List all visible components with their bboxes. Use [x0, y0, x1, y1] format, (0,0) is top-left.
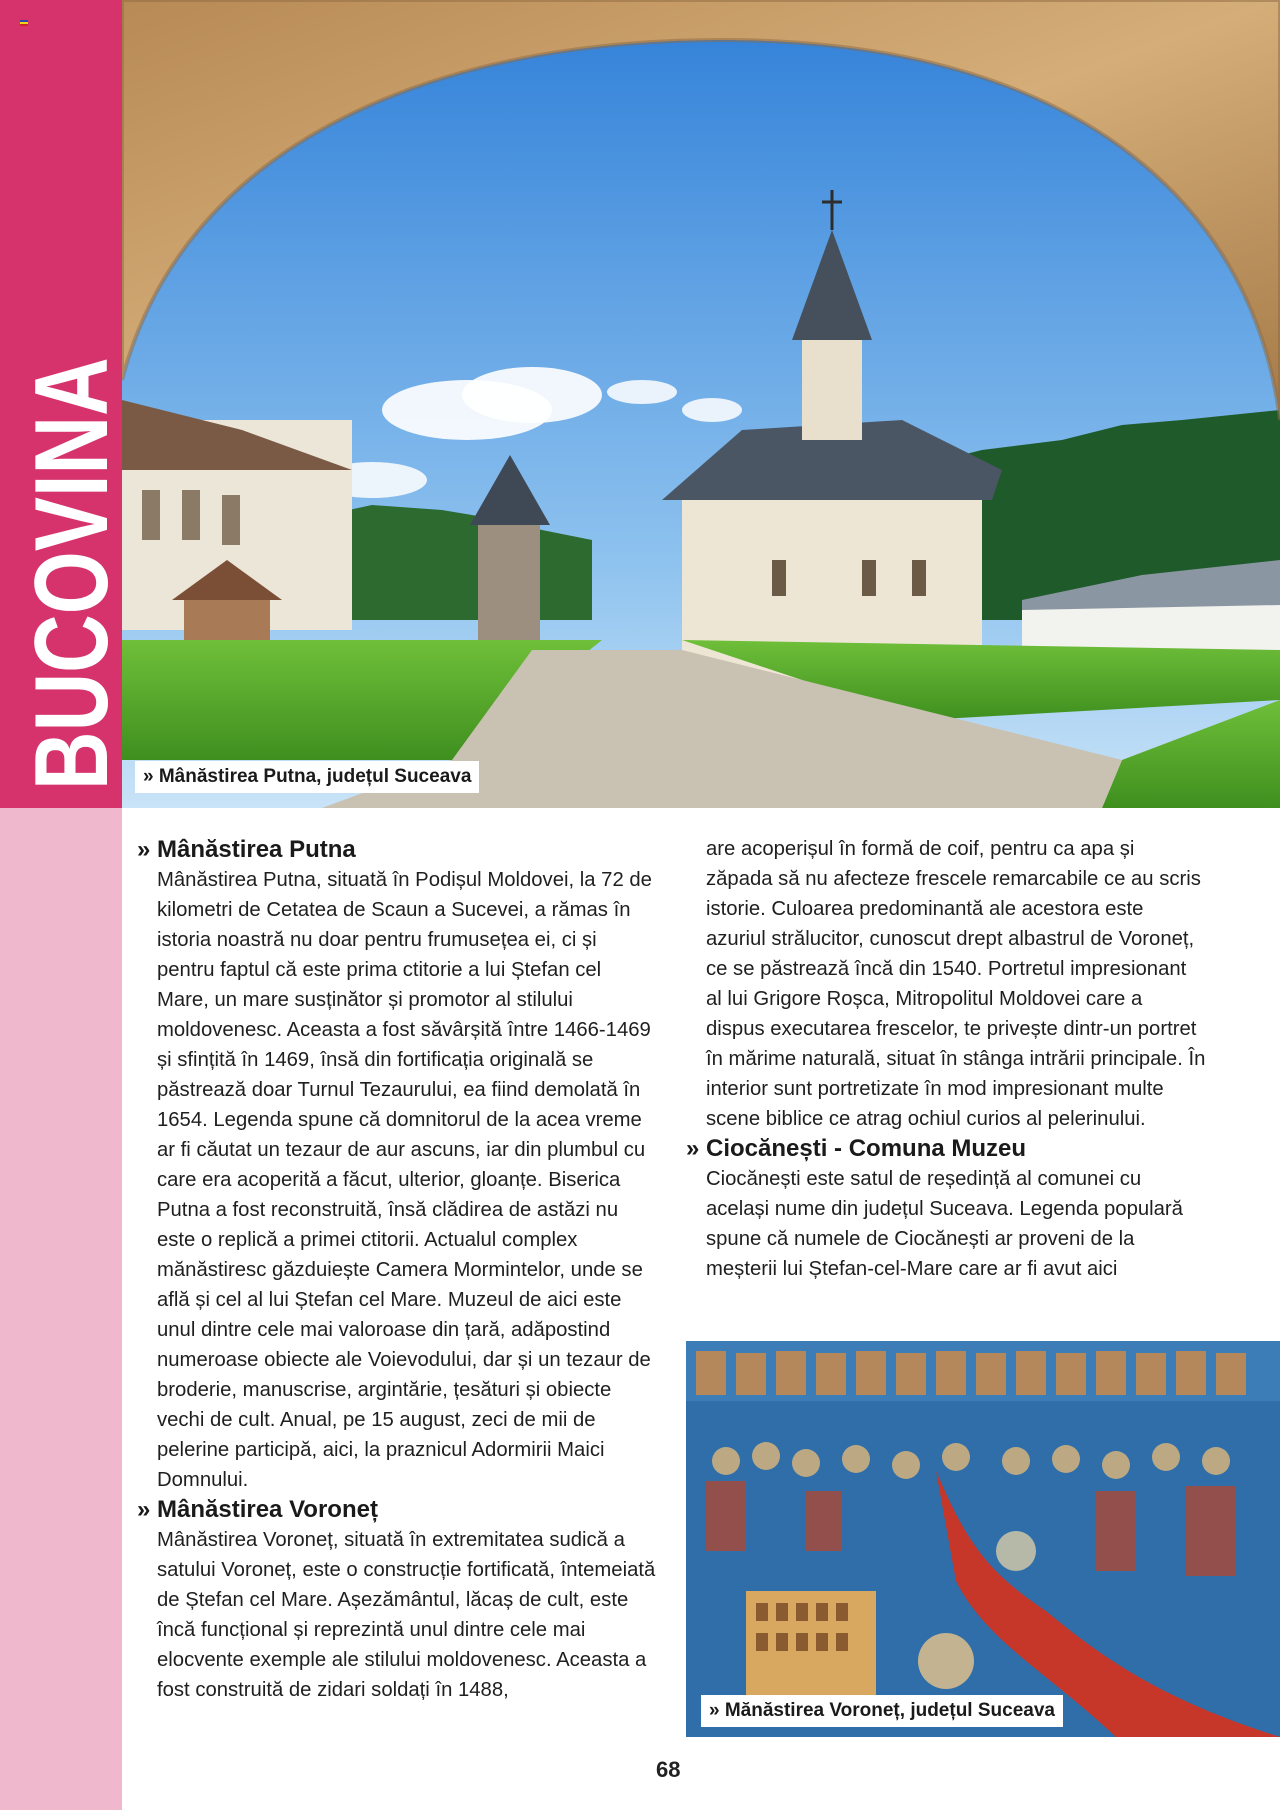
body-putna: Mânăstirea Putna, situată în Podișul Moldovei, la 72 de kilometri de Cetatea de Scaun a Sucevei, a rămas în istoria noastră nu doar pentru frumusețea ei, ci și pentru faptul că este prima ctitorie a lui Ștefan cel Mare, un mare susținător și promotor al stilului moldovenesc. Aceasta a fost săvârșită între 1466-1469 și sfințită în 1469, însă din fortificația originală se păstrează doar Turnul Tezaurului, ea fiind demolată în 1654. Legenda spune că domnitorul de la acea vreme ar fi căutat un tezaur de aur ascuns, iar din plumbul cu care era acoperită a făcut, ulterior, gloanțe. Biserica Putna a fost reconstruită, însă clădirea de astăzi nu este o replică a primei ctitorii. Actualul complex mănăstiresc găzduiește Camera Mormintelor, unde se află și cel al lui Ștefan cel Mare. Muzeul de aici este unul dintre cele mai valoroase din țară, adăpostind numeroase obiecte ale Voievodului, dar și un tezaur de broderie, manuscrise, argintărie, țesături și obiecte vechi de cult. Anual, pe 15 august, zeci de mii de pelerine participă, aici, la praznicul Adormirii Maici Domnului. [157, 869, 652, 1491]
heading-ciocanesti: » Ciocănești - Comuna Muzeu [686, 1135, 1027, 1162]
text-column-left [137, 835, 657, 1705]
heading-voronet: » Mânăstirea Voroneț [137, 1496, 378, 1523]
fresco-caption: » Mănăstirea Voroneț, județul Suceava [701, 1695, 1063, 1727]
hero-photo-putna [122, 0, 1280, 808]
heading-putna: » Mânăstirea Putna [137, 836, 356, 863]
fresco-photo-voronet [686, 1341, 1280, 1737]
flag-icon [20, 20, 28, 26]
body-voronet-continued: are acoperișul în formă de coif, pentru ca apa și zăpada să nu afecteze frescele remarcabile ce au scris istorie. Culoarea predominantă ale acestora este azuriul strălucitor, cunoscut drept albastrul de Voroneț, ce se păstrează încă din 1540. Portretul impresionant al lui Grigore Roșca, Mitropolitul Moldovei care a dispus executarea frescelor, te privește dintr-un portret în mărime naturală, situat în stânga intrării principale. În interior sunt portretizate în mod impresionant multe scene biblice ce atrag ochiul curios al pelerinului. [706, 838, 1206, 1130]
sidebar-band-bottom [0, 808, 122, 1810]
page-number: 68 [656, 1757, 681, 1782]
body-ciocanesti: Ciocănești este satul de reședință al comunei cu același nume din județul Suceava. Legenda populară spune că numele de Ciocănești ar proveni de la meșterii lui Ștefan-cel-Mare care ar fi avut aici [706, 1168, 1183, 1280]
text-column-right [686, 834, 1206, 1284]
body-voronet: Mânăstirea Voroneț, situată în extremitatea sudică a satului Voroneț, este o construcție fortificată, întemeiată de Ștefan cel Mare. Așezământul, lăcaș de cult, este încă funcțional și reprezintă unul dintre cele mai elocvente exemple ale stilului moldovenesc. Aceasta a fost construită de zidari soldați în 1488, [157, 1529, 656, 1701]
hero-caption: » Mânăstirea Putna, județul Suceava [135, 761, 479, 793]
